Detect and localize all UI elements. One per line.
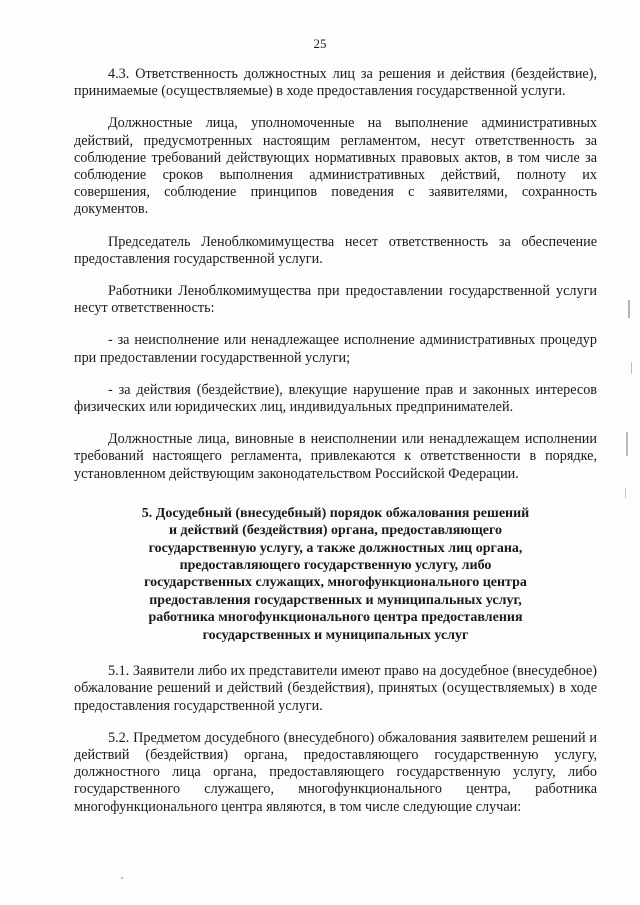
- scan-artifact: [625, 488, 626, 498]
- paragraph-4-3-title: 4.3. Ответственность должностных лиц за решения и действия (бездействие), принимаемые (осуществляемые) в ходе предоставления государственной услуги.: [74, 66, 597, 100]
- paragraph-chairman-responsibility: Председатель Леноблкомимущества несет ответственность за обеспечение предоставления государственной услуги.: [74, 233, 597, 267]
- paragraph-5-1: 5.1. Заявители либо их представители имеют право на досудебное (внесудебное) обжалование решений и действий (бездействия), принятых (осуществляемых) в ходе предоставления государственной услуги.: [74, 663, 597, 714]
- list-item-nonperformance: - за неисполнение или ненадлежащее исполнение административных процедур при предоставлении государственной услуги;: [74, 332, 597, 366]
- paragraph-employees-responsibility: Работники Леноблкомимущества при предоставлении государственной услуги несут ответственность:: [74, 283, 597, 317]
- heading-line: государственную услугу, а также должностных лиц органа,: [148, 540, 523, 556]
- scan-artifact: [121, 877, 123, 879]
- heading-line: предоставления государственных и муниципальных услуг,: [149, 592, 522, 608]
- paragraph-guilty-officials: Должностные лица, виновные в неисполнении или ненадлежащем исполнении требований настоящего регламента, привлекаются к ответственности в порядке, установленном действующим законодательством Российской Федерации.: [74, 431, 597, 482]
- heading-line: и действий (бездействия) органа, предоставляющего: [168, 523, 503, 539]
- scan-artifact: [628, 300, 630, 318]
- document-body: [74, 66, 597, 831]
- scan-artifact: [626, 432, 628, 456]
- paragraph-officials-responsibility: Должностные лица, уполномоченные на выполнение административных действий, предусмотренных настоящим регламентом, несут ответственность за соблюдение требований действующих нормативных правовых актов, в том числе за соблюдение сроков выполнения административных действий, полноту их совершения, соблюдение принципов поведения с заявителями, сохранность документов.: [74, 115, 597, 218]
- scan-artifact: [631, 362, 632, 374]
- heading-line: государственных и муниципальных услуг: [202, 627, 469, 643]
- paragraph-5-2: 5.2. Предметом досудебного (внесудебного) обжалования заявителем решений и действий (бездействия) органа, предоставляющего государственную услугу, должностного лица органа, предоставляющего государственную услугу, либо государственного служащего, многофункционального центра, работника многофункционального центра являются, в том числе следующие случаи:: [74, 729, 597, 815]
- heading-line: предоставляющего государственную услугу, либо: [179, 558, 492, 574]
- section-5-heading: [74, 505, 597, 644]
- heading-line: государственных служащих, многофункционального центра: [144, 575, 527, 591]
- page-number: 25: [313, 36, 327, 51]
- list-item-violation: - за действия (бездействие), влекущие нарушение прав и законных интересов физических или юридических лиц, индивидуальных предпринимателей.: [74, 381, 597, 416]
- heading-line: 5. Досудебный (внесудебный) порядок обжалования решений: [141, 505, 530, 521]
- heading-line: работника многофункционального центра предоставления: [148, 610, 523, 626]
